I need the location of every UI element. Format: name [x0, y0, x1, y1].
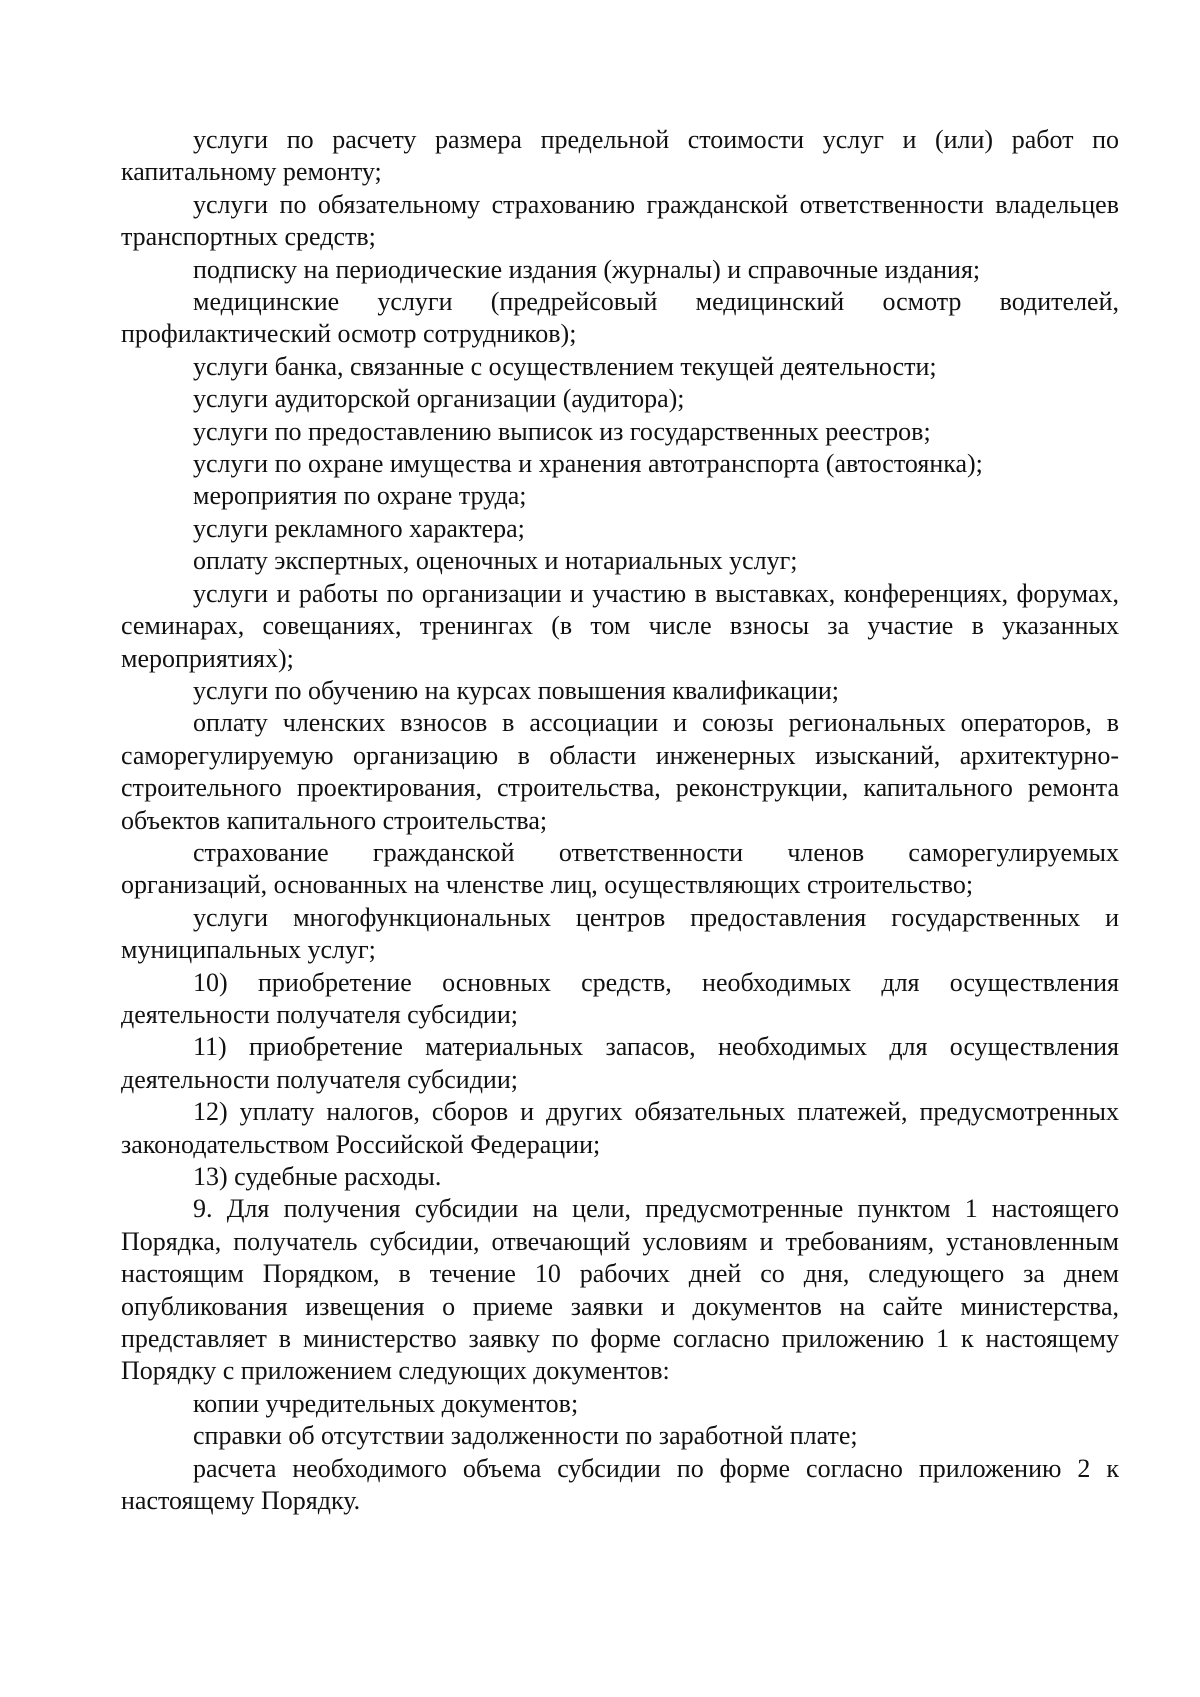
paragraph: мероприятия по охране труда; — [193, 481, 527, 511]
paragraph: услуги по обязательному страхованию гражданской ответственности владельцев транспортных средств; — [121, 189, 1119, 252]
document-body — [121, 124, 1119, 1517]
paragraph: медицинские услуги (предрейсовый медицинский осмотр водителей, профилактический осмотр сотрудников); — [121, 287, 1119, 349]
paragraph: подписку на периодические издания (журналы) и справочные издания; — [193, 254, 981, 284]
paragraph: расчета необходимого объема субсидии по форме согласно приложению 2 к настоящему Порядку. — [121, 1453, 1119, 1516]
paragraph: услуги по предоставлению выписок из государственных реестров; — [193, 416, 931, 446]
paragraph: 10) приобретение основных средств, необходимых для осуществления деятельности получателя субсидии; — [121, 967, 1119, 1029]
paragraph: услуги и работы по организации и участию в выставках, конференциях, форумах, семинарах, совещаниях, тренингах (в том числе взносы за участие в указанных мероприятиях); — [121, 578, 1119, 673]
paragraph: услуги банка, связанные с осуществлением текущей деятельности; — [193, 351, 937, 381]
paragraph: услуги аудиторской организации (аудитора); — [193, 384, 685, 414]
paragraph: оплату членских взносов в ассоциации и союзы региональных операторов, в саморегулируемую организацию в области инженерных изысканий, архитектурно-строительного проектирования, строительства, реконструкции, капитального ремонта объектов капитального строительства; — [121, 708, 1119, 835]
paragraph: 9. Для получения субсидии на цели, предусмотренные пунктом 1 настоящего Порядка, получатель субсидии, отвечающий условиям и требованиям, установленным настоящим Порядком, в течение 10 рабочих дней со дня, следующего за днем опубликования извещения о приеме заявки и документов на сайте министерства, представляет в министерство заявку по форме согласно приложению 1 к настоящему Порядку с приложением следующих документов: — [121, 1194, 1119, 1386]
paragraph: услуги по обучению на курсах повышения квалификации; — [193, 675, 839, 705]
paragraph: 12) уплату налогов, сборов и других обязательных платежей, предусмотренных законодательством Российской Федерации; — [121, 1097, 1119, 1159]
paragraph: услуги рекламного характера; — [193, 513, 525, 543]
paragraph: 11) приобретение материальных запасов, необходимых для осуществления деятельности получателя субсидии; — [121, 1032, 1119, 1094]
paragraph: оплату экспертных, оценочных и нотариальных услуг; — [193, 546, 798, 576]
paragraph: услуги по расчету размера предельной стоимости услуг и (или) работ по капитальному ремонту; — [121, 125, 1119, 187]
paragraph: услуги по охране имущества и хранения автотранспорта (автостоянка); — [193, 449, 983, 479]
paragraph: услуги многофункциональных центров предоставления государственных и муниципальных услуг; — [121, 902, 1119, 965]
paragraph: справки об отсутствии задолженности по заработной плате; — [193, 1421, 858, 1451]
paragraph: 13) судебные расходы. — [193, 1162, 442, 1191]
paragraph: страхование гражданской ответственности членов саморегулируемых организаций, основанных на членстве лиц, осуществляющих строительство; — [121, 837, 1119, 900]
paragraph: копии учредительных документов; — [193, 1388, 579, 1418]
